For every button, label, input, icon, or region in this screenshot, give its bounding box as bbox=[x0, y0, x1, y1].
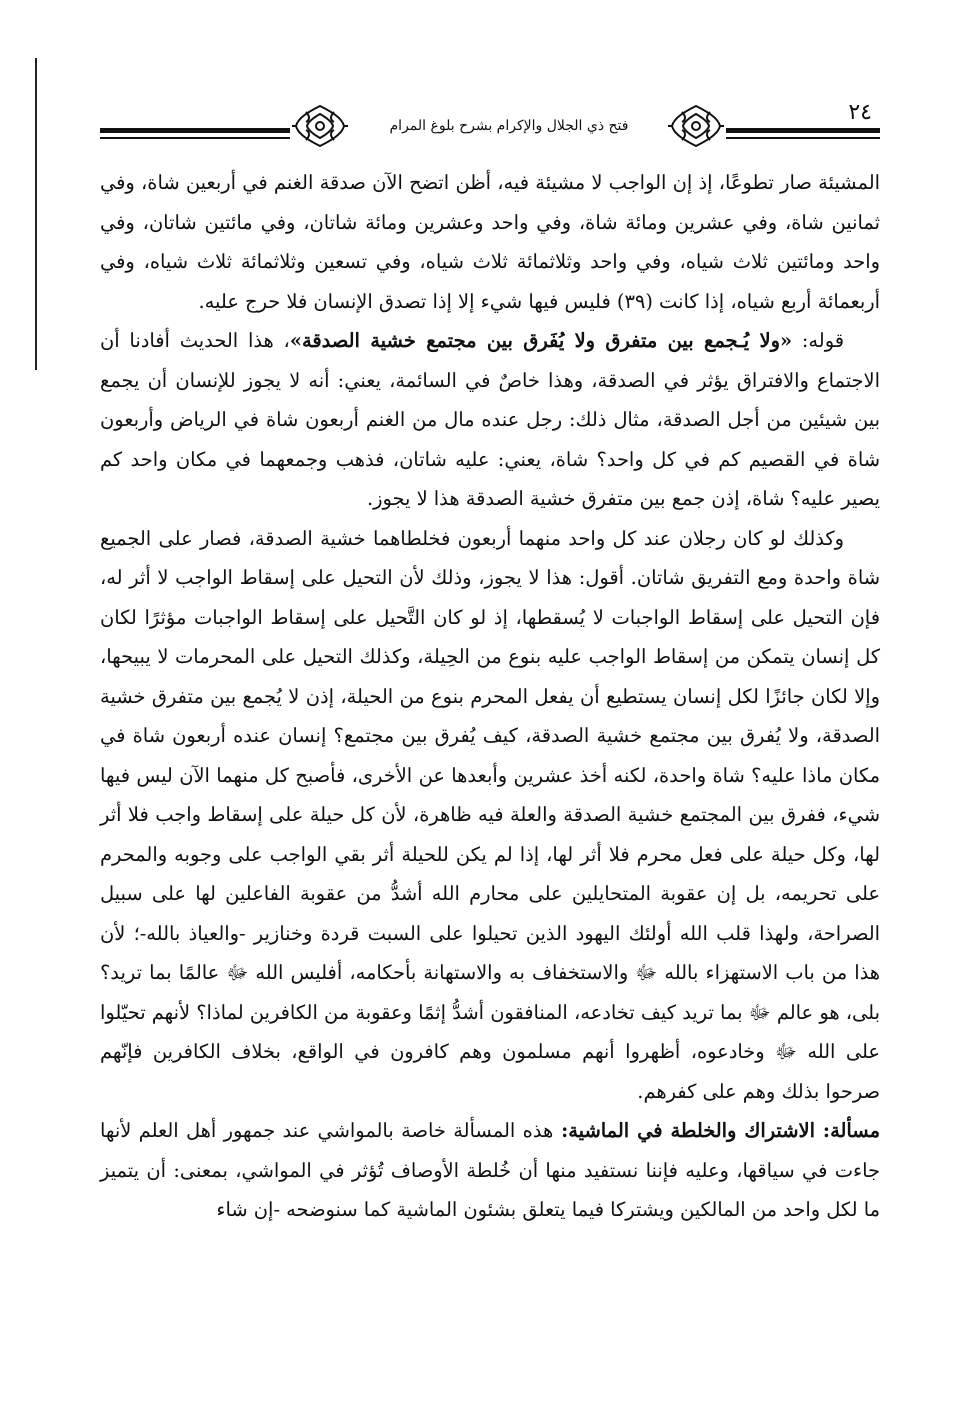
paragraph-4-text: هذه المسألة خاصة بالمواشي عند جمهور أهل العلم لأنها جاءت في سياقها، وعليه فإننا نستفيد منها أن خُلطة الأوصاف تُؤثر في المواشي، بمعنى: أن يتميز ما لكل واحد من المالكين ويشتركا فيما يتعلق بشئون الماشية كما سنوضحه -إن شاء bbox=[100, 1119, 880, 1221]
paragraph-2 bbox=[100, 321, 880, 519]
issue-heading: مسألة: الاشتراك والخلطة في الماشية: bbox=[553, 1119, 880, 1142]
paragraph-1-text: المشيئة صار تطوعًا، إذ إن الواجب لا مشيئة فيه، أظن اتضح الآن صدقة الغنم في أربعين شاة، وفي ثمانين شاة، وفي عشرين ومائة شاة، وفي واحد وعشرين ومائة شاتان، وفي مائتين شاتان، وفي واحد ومائتين ثلاث شياه، وفي واحد وثلاثمائة ثلاث شياه، وفي تسعين وثلاثمائة ثلاث شياه، وفي أربعمائة أربع شياه، إذا كانت (٣٩) فليس فيها شيء إلا إذا تصدق الإنسان فلا حرج عليه. bbox=[100, 171, 880, 313]
paragraph-3-text: وكذلك لو كان رجلان عند كل واحد منهما أربعون فخلطاهما خشية الصدقة، فصار على الجميع شاة واحدة ومع التفريق شاتان. أقول: هذا لا يجوز، وذلك لأن التحيل على إسقاط الواجب لا أثر له، فإن التحيل على إسقاط الواجبات لا يُسقطها، إذ لو كان التَّحيل على إسقاط الواجبات مؤثرًا لكان كل إنسان يتمكن من إسقاط الواجب عليه بنوع من الحِيلة، وكذلك التحيل على المحرمات لا يبيحها، وإلا لكان جائزًا لكل إنسان يستطيع أن يفعل المحرم بنوع من الحيلة، إذن لا يُجمع بين متفرق خشية الصدقة، ولا يُفرق بين مجتمع خشية الصدقة، كيف يُفرق بين مجتمع؟ إنسان عنده أربعون شاة في مكان ماذا عليه؟ شاة واحدة، لكنه أخذ عشرين وأبعدها عن الأخرى، فأصبح كل منهما الآن ليس فيها شيء، ففرق بين المجتمع خشية الصدقة والعلة فيه ظاهرة، لأن كل حيلة على إسقاط واجب فلا أثر لها، وكل حيلة على فعل محرم فلا أثر لها، إذا لم يكن للحيلة أثر بقي الواجب على وجوبه والمحرم على تحريمه، بل إن عقوبة المتحايلين على محارم الله أشدُّ من عقوبة الفاعلين لها على سبيل الصراحة، ولهذا قلب الله أولئك اليهود الذين تحيلوا على السبت قردة وخنازير -والعياذ بالله-؛ لأن هذا من باب الاستهزاء بالله ﷻ والاستخفاف به والاستهانة بأحكامه، أفليس الله ﷻ عالمًا بما تريد؟ بلى، هو عالم ﷻ بما تريد كيف تخادعه، المنافقون أشدُّ إثمًا وعقوبة من الكافرين لماذا؟ لأنهم تحيّلوا على الله ﷻ وخادعوه، أظهروا أنهم مسلمون وهم كافرون في الواقع، بخلاف الكافرين فإنّهم صرحوا بذلك وهم على كفرهم. bbox=[100, 526, 880, 1103]
hadith-quote: «ولا يُـجمع بين متفرق ولا يُفَرق بين مجتمع خشية الصدقة» bbox=[289, 329, 793, 352]
header-rule-right-thin bbox=[726, 137, 880, 139]
paragraph-2-text: ، هذا الحديث أفادنا أن الاجتماع والافتراق يؤثر في الصدقة، وهذا خاصٌ في السائمة، يعني: أنه لا يجوز للإنسان أن يجمع بين شيئين من أجل الصدقة، مثال ذلك: رجل عنده مال من الغنم أربعون شاة في الرياض وأربعون شاة في القصيم كم في كل واحد؟ شاة، يعني: عليه شاتان، فذهب وجمعهما في مكان واحد كم يصير عليه؟ شاة، إذن جمع بين متفرق خشية الصدقة هذا لا يجوز. bbox=[100, 329, 880, 510]
ornament-left-icon bbox=[292, 102, 348, 150]
body-text bbox=[100, 163, 880, 1230]
paragraph-3 bbox=[100, 519, 880, 1112]
paragraph-2-intro: قوله: bbox=[792, 329, 845, 352]
header-rule-left bbox=[100, 128, 290, 133]
page-header bbox=[100, 98, 880, 150]
paragraph-1 bbox=[100, 163, 880, 321]
paragraph-4 bbox=[100, 1111, 880, 1230]
header-rule-right bbox=[726, 128, 880, 133]
header-rule-left-thin bbox=[100, 137, 290, 139]
running-title: فتح ذي الجلال والإكرام بشرح بلوغ المرام bbox=[389, 118, 629, 134]
margin-line bbox=[35, 58, 37, 370]
ornament-right-icon bbox=[668, 102, 724, 150]
page-number: ٢٤ bbox=[848, 100, 872, 125]
